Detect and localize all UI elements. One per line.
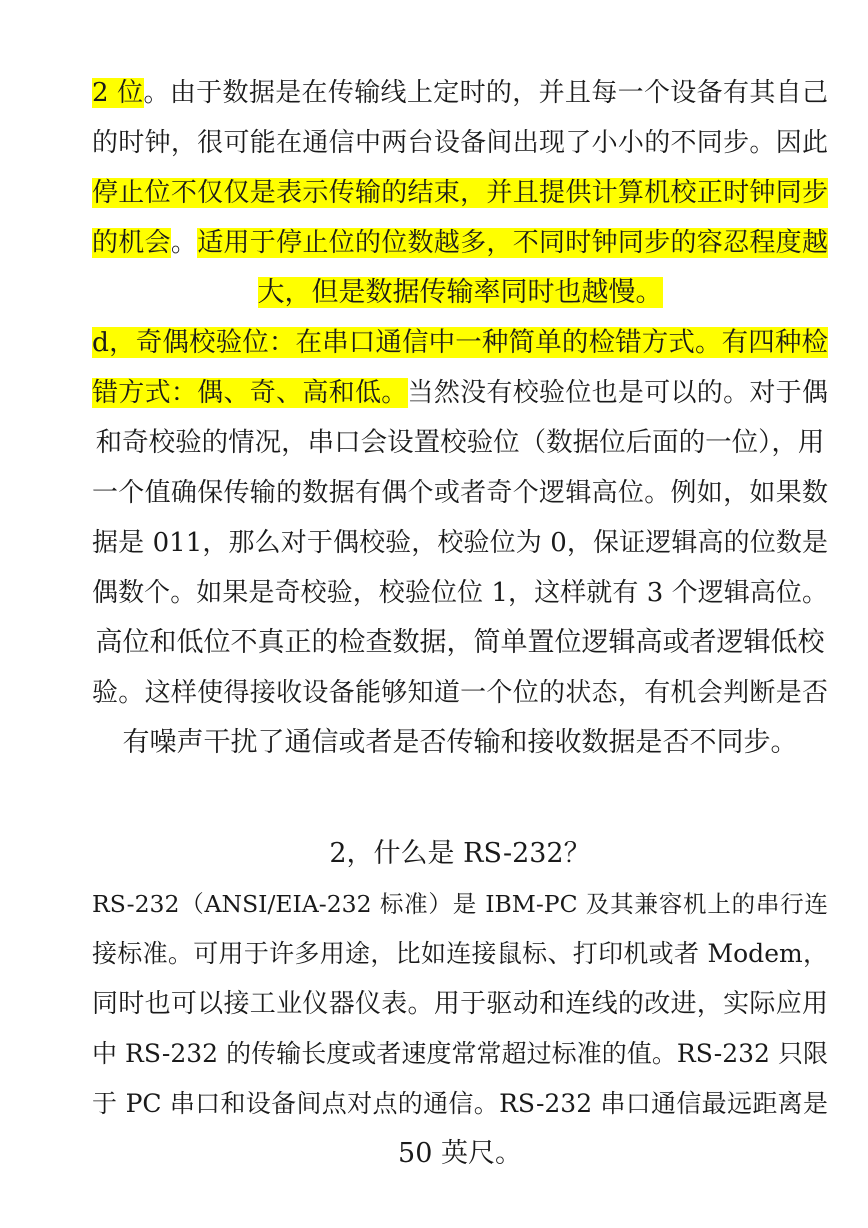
body-text: 当然没有校验位也是可以的。对于偶 [407,378,828,408]
highlighted-text: 错方式：偶、奇、高和低。 [92,378,408,408]
body-text: 。由于数据是在传输线上定时的，并且每一个设备有其自己 [143,78,828,108]
highlighted-text: d，奇偶校验位：在串口通信中一种简单的检错方式。有四种检 [92,327,828,358]
highlighted-text: 2 位 [92,78,144,108]
paragraph-line: 验。这样使得接收设备能够知道一个位的状态，有机会判断是否 [92,678,828,708]
paragraph-line [92,268,828,318]
paragraph-line [92,168,828,218]
paragraph-line: 有噪声干扰了通信或者是否传输和接收数据是否不同步。 [122,727,798,758]
paragraph-line: 接标准。可用于许多用途，比如连接鼠标、打印机或者 Modem， [92,939,828,968]
body-text: 。 [170,228,198,258]
highlighted-text: 大，但是数据传输率同时也越慢。 [257,277,663,308]
section-spacer [92,768,828,829]
paragraph-line: 50 英尺。 [398,1138,522,1169]
paragraph-line [92,318,828,368]
paragraph-line: RS-232（ANSI/EIA-232 标准）是 IBM-PC 及其兼容机上的串行连 [92,890,828,918]
highlighted-text: 的机会 [92,228,171,258]
paragraph-line: 偶数个。如果是奇校验，校验位位 1，这样就有 3 个逻辑高位。 [92,578,828,608]
paragraph-line [92,68,828,118]
document-page [92,68,828,1179]
paragraph-line: 高位和低位不真正的检查数据，简单置位逻辑高或者逻辑低校 [95,627,825,658]
paragraph-line [92,368,828,418]
paragraph-line: 中 RS-232 的传输长度或者速度常常超过标准的值。RS-232 只限 [92,1039,828,1068]
highlighted-text: 停止位不仅仅是表示传输的结束，并且提供计算机校正时钟同步 [92,178,828,208]
paragraph-line: 的时钟，很可能在通信中两台设备间出现了小小的不同步。因此 [92,128,828,158]
paragraph-line [92,218,828,268]
paragraph-line: 同时也可以接工业仪器仪表。用于驱动和连线的改进，实际应用 [92,989,828,1019]
highlighted-text: 适用于停止位的位数越多，不同时钟同步的容忍程度越 [197,228,828,258]
paragraph-line: 据是 011，那么对于偶校验，校验位为 0，保证逻辑高的位数是 [92,528,828,558]
section-heading: 2，什么是 RS-232？ [329,838,591,869]
paragraph-line: 和奇校验的情况，串口会设置校验位（数据位后面的一位），用 [95,427,825,458]
paragraph-line: 一个值确保传输的数据有偶个或者奇个逻辑高位。例如，如果数 [92,478,828,508]
paragraph-line: 于 PC 串口和设备间点对点的通信。RS-232 串口通信最远距离是 [92,1089,828,1118]
